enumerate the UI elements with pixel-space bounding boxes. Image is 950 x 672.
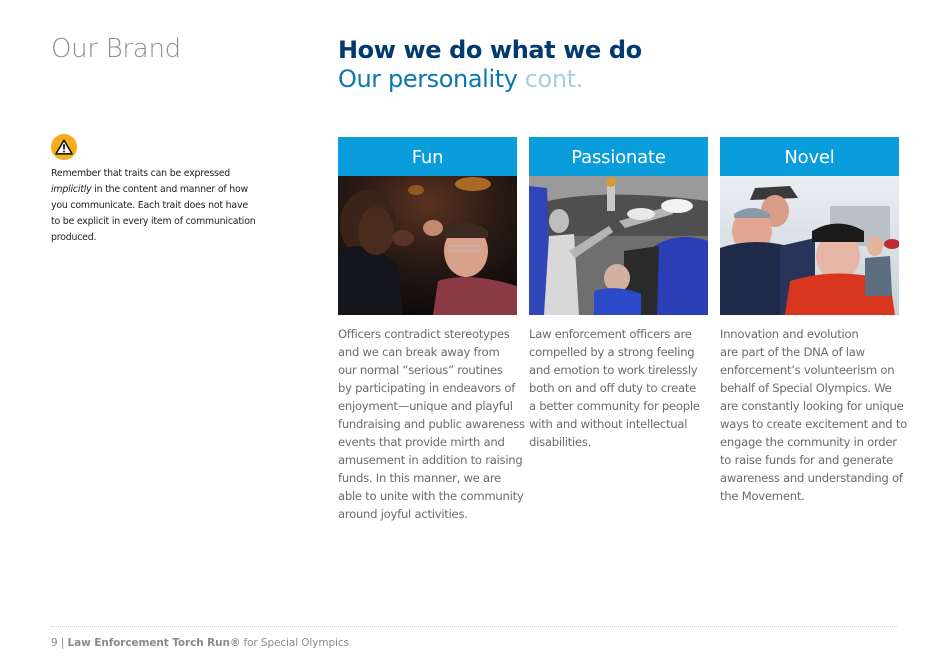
- text-line: funds. In this manner, we are: [338, 471, 502, 485]
- trait-photo-novel: [720, 176, 899, 315]
- trait-title: Novel: [720, 137, 899, 176]
- note-line: produced.: [51, 232, 97, 243]
- text-line: a better community for people: [529, 399, 700, 413]
- trait-column-passionate: [529, 137, 708, 451]
- text-line: Law enforcement officers are: [529, 327, 692, 341]
- text-line: engage the community in order: [720, 435, 897, 449]
- page-number: 9 |: [51, 637, 65, 649]
- text-line: behalf of Special Olympics. We: [720, 381, 892, 395]
- heading-main: How we do what we do: [338, 36, 642, 64]
- trait-photo-passionate: [529, 176, 708, 315]
- text-line: with and without intellectual: [529, 417, 688, 431]
- trait-photo-fun: [338, 176, 517, 315]
- text-line: fundraising and public awareness: [338, 417, 525, 431]
- note-line: Remember that traits can be expressed: [51, 168, 231, 179]
- note-line: you communicate. Each trait does not have: [51, 200, 248, 211]
- text-line: are constantly looking for unique: [720, 399, 904, 413]
- text-line: by participating in endeavors of: [338, 381, 516, 395]
- trait-column-novel: [720, 137, 907, 505]
- text-line: ways to create excitement and to: [720, 417, 907, 431]
- note-line: in the content and manner of how: [91, 184, 248, 195]
- text-line: around joyful activities.: [338, 507, 468, 521]
- text-line: to raise funds for and generate: [720, 453, 894, 467]
- footer-divider: [51, 626, 897, 627]
- heading-sub-suffix: cont.: [524, 65, 583, 93]
- text-line: both on and off duty to create: [529, 381, 697, 395]
- text-line: and we can break away from: [338, 345, 500, 359]
- text-line: awareness and understanding of: [720, 471, 903, 485]
- trait-column-fun: [338, 137, 525, 523]
- note-callout: [51, 134, 266, 246]
- text-line: events that provide mirth and: [338, 435, 505, 449]
- heading-sub-text: Our personality: [338, 65, 518, 93]
- footer-suffix: for Special Olympics: [240, 637, 349, 649]
- trait-description: [529, 325, 708, 451]
- text-line: are part of the DNA of law: [720, 345, 865, 359]
- text-line: Officers contradict stereotypes: [338, 327, 510, 341]
- trait-title: Fun: [338, 137, 517, 176]
- text-line: our normal “serious” routines: [338, 363, 503, 377]
- text-line: enforcement’s volunteerism on: [720, 363, 895, 377]
- footer-brand: Law Enforcement Torch Run®: [67, 637, 241, 649]
- text-line: Innovation and evolution: [720, 327, 859, 341]
- trait-description: [720, 325, 907, 505]
- text-line: able to unite with the community: [338, 489, 524, 503]
- text-line: and emotion to work tirelessly: [529, 363, 698, 377]
- note-text: [51, 166, 266, 246]
- text-line: the Movement.: [720, 489, 805, 503]
- text-line: disabilities.: [529, 435, 592, 449]
- text-line: amusement in addition to raising: [338, 453, 523, 467]
- note-emphasis: implicitly: [51, 184, 92, 195]
- page-footer: [51, 637, 349, 649]
- trait-description: [338, 325, 525, 523]
- section-title: Our Brand: [51, 34, 181, 64]
- page-heading: [338, 36, 642, 94]
- text-line: enjoyment—unique and playful: [338, 399, 513, 413]
- note-line: to be explicit in every item of communication: [51, 216, 256, 227]
- heading-sub: [338, 65, 642, 94]
- text-line: compelled by a strong feeling: [529, 345, 695, 359]
- trait-title: Passionate: [529, 137, 708, 176]
- warning-icon: [51, 134, 77, 160]
